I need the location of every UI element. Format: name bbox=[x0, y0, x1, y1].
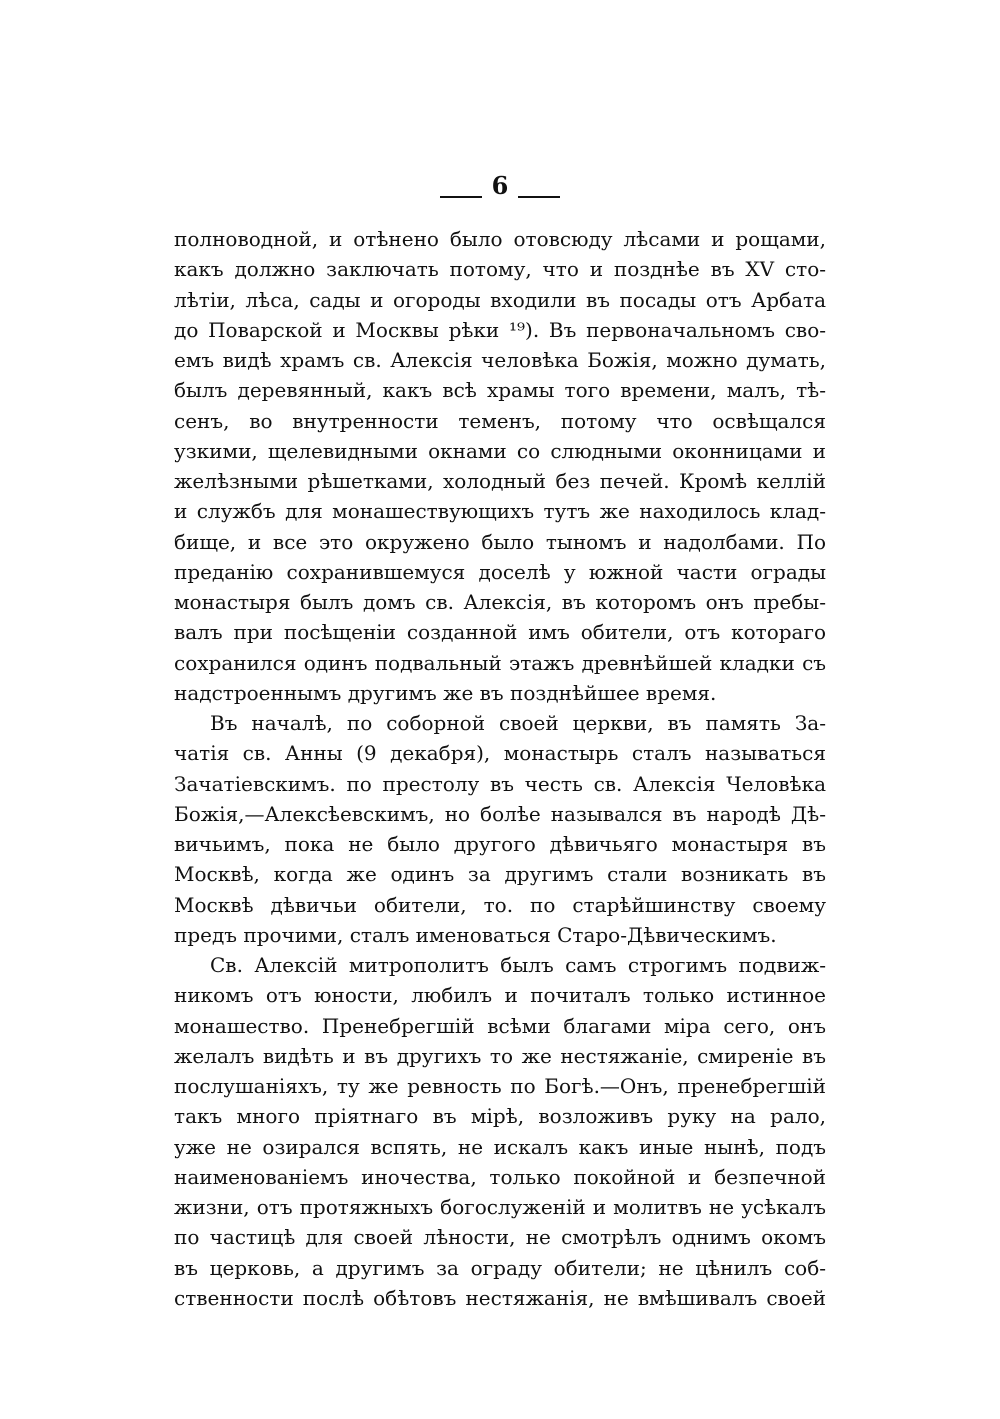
text-line: емъ видѣ храмъ св. Алексія человѣка Божія, можно думать, bbox=[174, 348, 826, 372]
text-line: наименованіемъ иночества, только покойной и безпечной bbox=[174, 1164, 826, 1189]
text-line: послушаніяхъ, ту же ревность по Богѣ.—Онъ, пренебрегшій bbox=[174, 1074, 826, 1098]
page-number: 6 bbox=[482, 172, 519, 200]
text-line: Москвѣ дѣвичьи обители, то. по старѣйшинству своему bbox=[174, 892, 826, 917]
text-line: по частицѣ для своей лѣности, не смотрѣлъ однимъ окомъ bbox=[174, 1225, 826, 1250]
text-line: жизни, отъ протяжныхъ богослуженій и молитвъ не усѣкалъ bbox=[174, 1195, 826, 1219]
text-line: монастыря былъ домъ св. Алексія, въ которомъ онъ пребы- bbox=[174, 590, 826, 614]
text-line: желѣзными рѣшетками, холодный без печей. Кромѣ келлій bbox=[174, 469, 826, 493]
page-number-header bbox=[440, 172, 560, 204]
text-line: ственности послѣ обѣтовъ нестяжанія, не вмѣшивалъ своей bbox=[174, 1285, 826, 1310]
text-line: какъ должно заключать потому, что и позднѣе въ XV сто- bbox=[174, 257, 826, 282]
text-line: валъ при посѣщеніи созданной имъ обители, отъ котораго bbox=[174, 620, 826, 645]
text-line: лѣтіи, лѣса, сады и огороды входили въ посады отъ Арбата bbox=[174, 287, 826, 312]
text-line: въ церковь, а другимъ за ограду обители; не цѣнилъ соб- bbox=[174, 1255, 826, 1280]
text-line: былъ деревянный, какъ всѣ храмы того времени, малъ, тѣ- bbox=[174, 378, 826, 403]
body-text bbox=[174, 224, 826, 1313]
text-line: полноводной, и отѣнено было отовсюду лѣсами и рощами, bbox=[174, 227, 826, 251]
text-line: Зачатіевскимъ. по престолу въ честь св. Алексія Человѣка bbox=[174, 771, 826, 796]
text-line: Божія,—Алексѣевскимъ, но болѣе назывался въ народѣ Дѣ- bbox=[174, 801, 826, 826]
text-line: и службъ для монашествующихъ тутъ же находилось клад- bbox=[174, 499, 826, 524]
text-line: уже не озирался вспять, не искалъ какъ иные нынѣ, подъ bbox=[174, 1134, 826, 1159]
text-line: Москвѣ, когда же одинъ за другимъ стали возникать въ bbox=[174, 862, 826, 887]
text-line: надстроеннымъ другимъ же въ позднѣйшее время. bbox=[174, 680, 717, 705]
text-line: до Поварской и Москвы рѣки ¹⁹). Въ первоначальномъ сво- bbox=[174, 317, 826, 342]
text-line: сохранился одинъ подвальный этажъ древнѣйшей кладки съ bbox=[174, 650, 826, 675]
text-line: монашество. Пренебрегшій всѣми благами міра сего, онъ bbox=[174, 1013, 826, 1038]
text-line: преданію сохранившемуся доселѣ у южной части ограды bbox=[174, 559, 826, 584]
text-line: узкими, щелевидными окнами со слюдными оконницами и bbox=[174, 438, 826, 463]
text-line: сенъ, во внутренности теменъ, потому что освѣщался bbox=[174, 408, 826, 433]
text-line: бище, и все это окружено было тыномъ и надолбами. По bbox=[174, 529, 826, 554]
text-line: предъ прочими, сталъ именоваться Старо-Дѣвическимъ. bbox=[174, 922, 777, 947]
text-line: вичьимъ, пока не было другого дѣвичьяго монастыря въ bbox=[174, 832, 826, 856]
text-line: чатія св. Анны (9 декабря), монастырь сталъ называться bbox=[174, 741, 826, 766]
text-line: такъ много пріятнаго въ мірѣ, возложивъ руку на рало, bbox=[174, 1104, 826, 1129]
text-line: никомъ отъ юности, любилъ и почиталъ только истинное bbox=[174, 983, 826, 1008]
text-line: Въ началѣ, по соборной своей церкви, въ память За- bbox=[210, 711, 826, 735]
text-line: желалъ видѣть и въ другихъ то же нестяжаніе, смиреніе въ bbox=[174, 1043, 826, 1068]
text-line: Св. Алексій митрополитъ былъ самъ строгимъ подвиж- bbox=[210, 953, 826, 977]
